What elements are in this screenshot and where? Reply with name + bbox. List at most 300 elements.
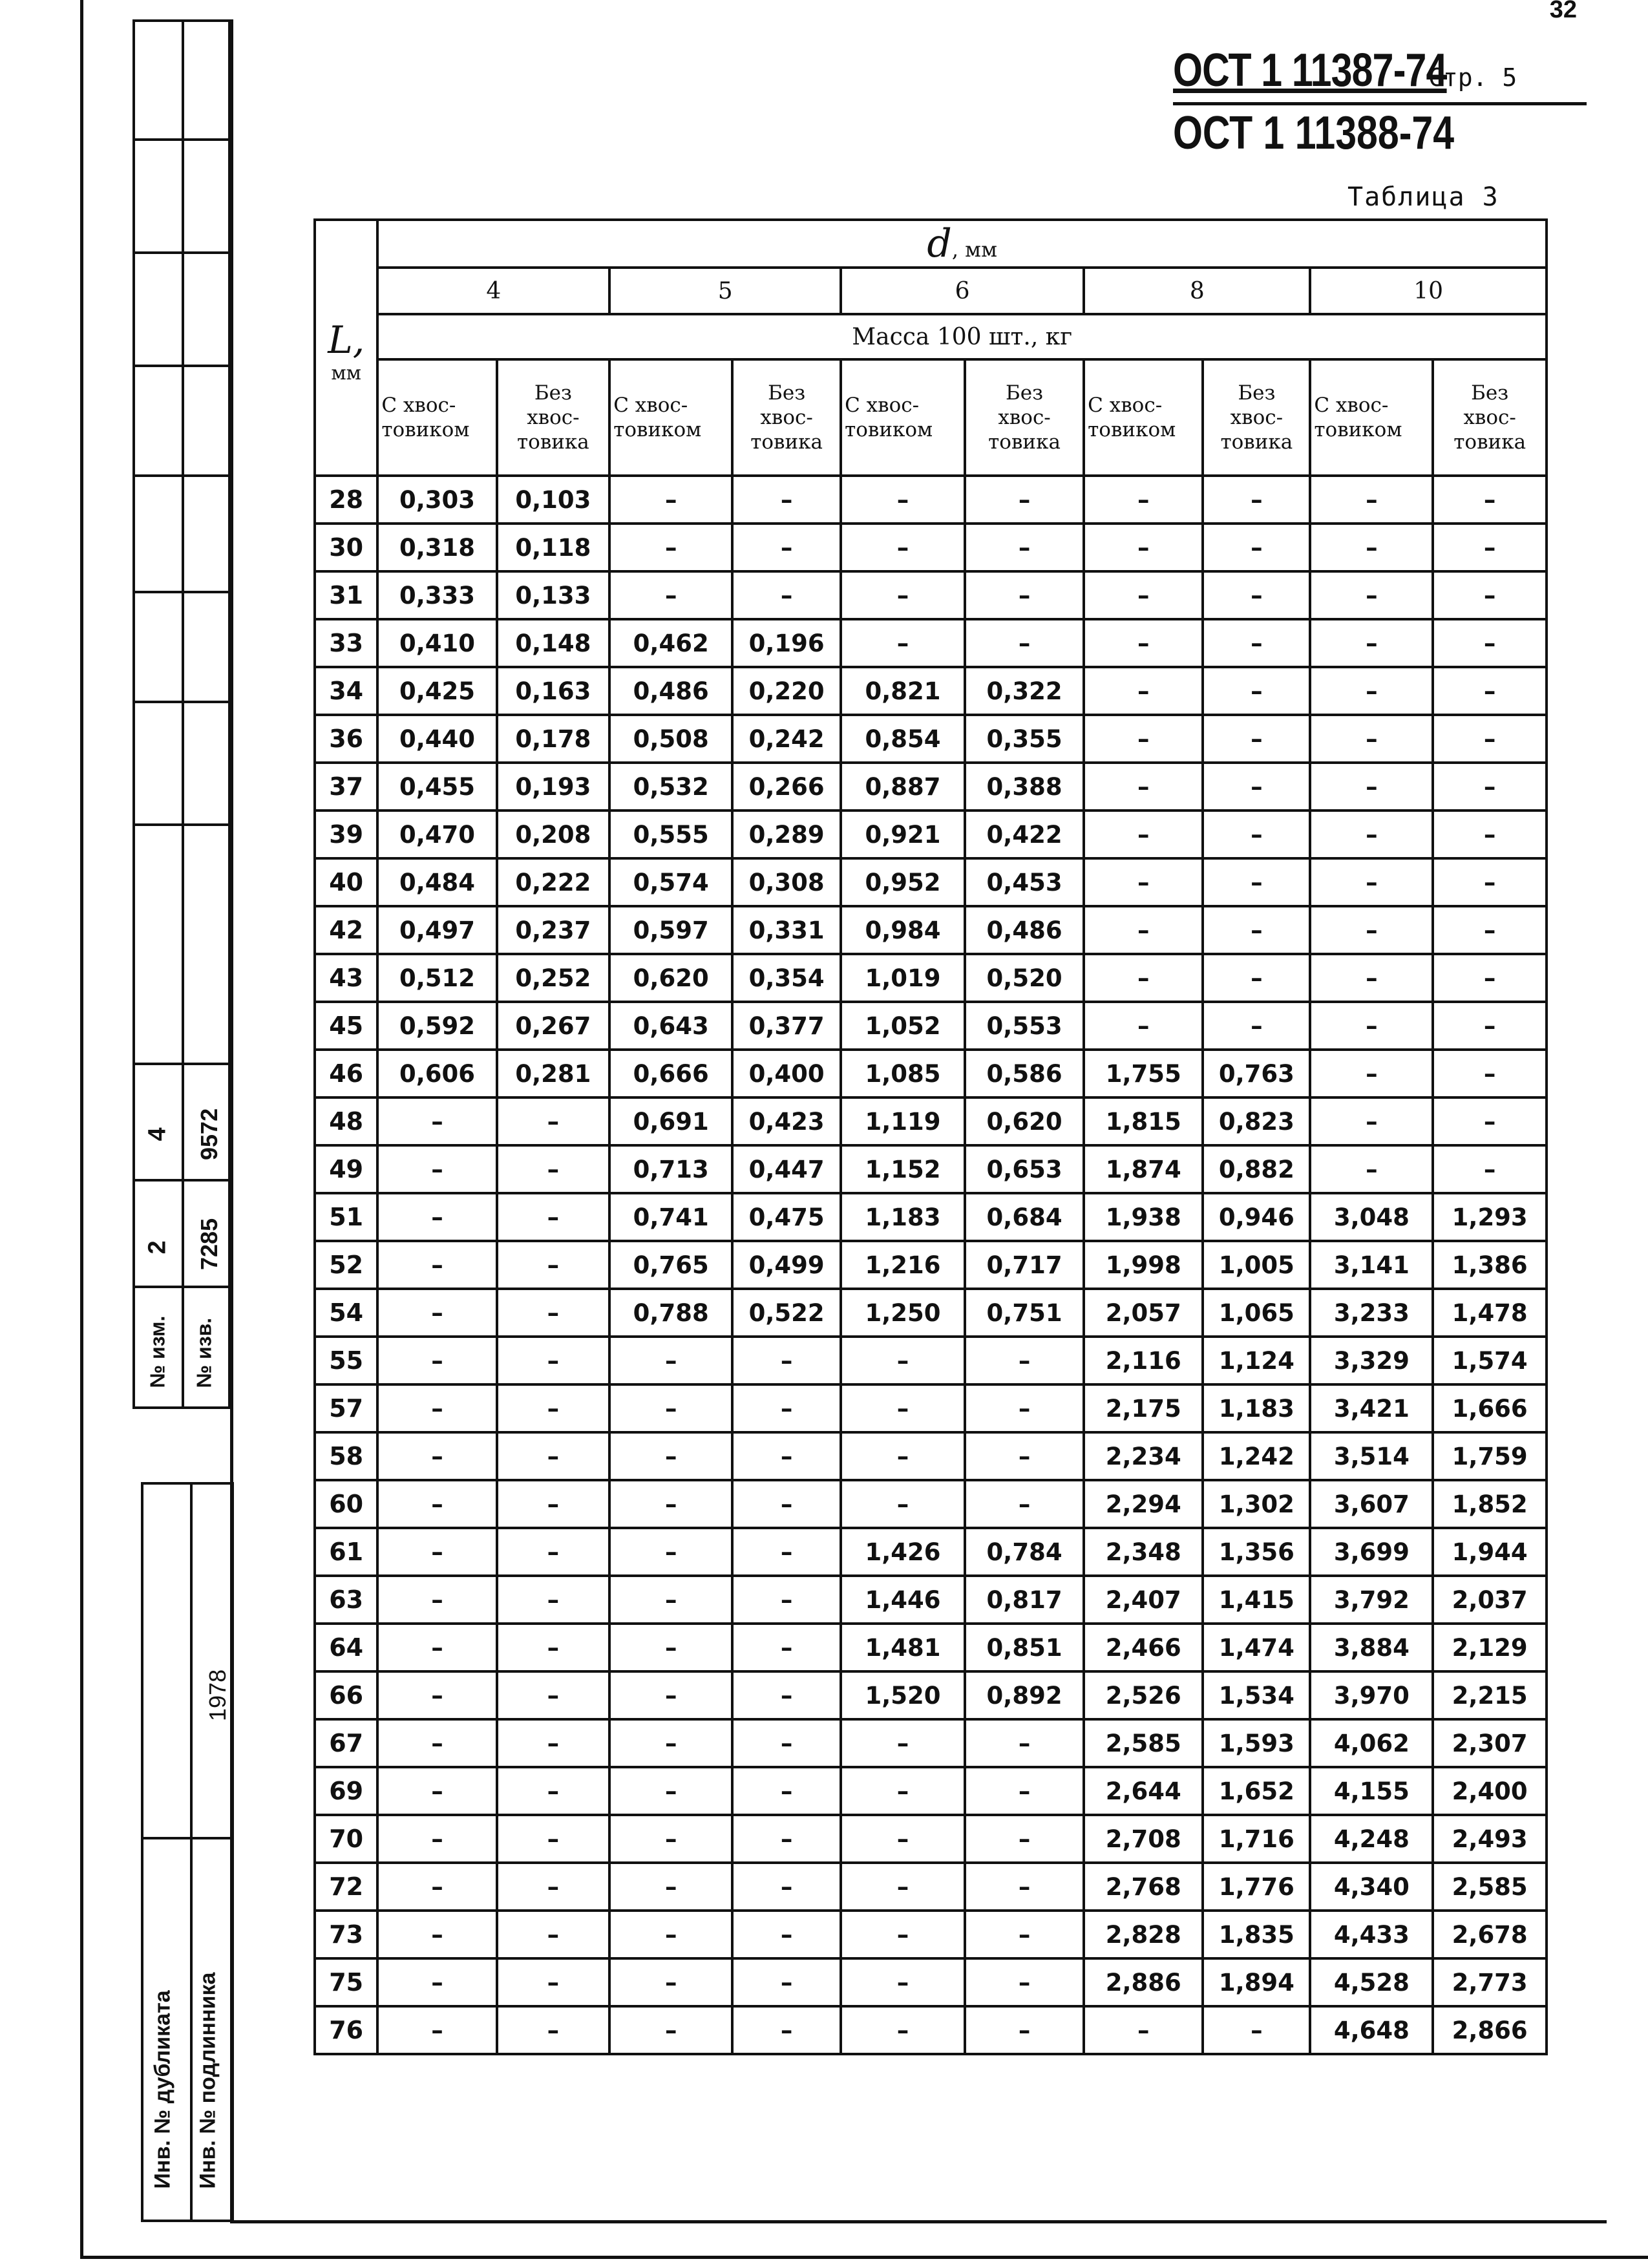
- mass-cell: –: [732, 2006, 841, 2054]
- mass-cell: 0,453: [965, 858, 1084, 906]
- mass-cell: –: [609, 571, 732, 619]
- mass-cell: –: [965, 1767, 1084, 1815]
- subheader-line: Без: [534, 381, 572, 405]
- mass-cell: 2,828: [1084, 1911, 1203, 1958]
- mass-cell: 0,643: [609, 1002, 732, 1050]
- length-cell: 70: [315, 1815, 377, 1863]
- duplicate-inventory-label: Инв. № дубликата: [150, 1990, 175, 2189]
- mass-cell: 2,129: [1433, 1624, 1547, 1671]
- mass-cell: –: [1203, 1002, 1310, 1050]
- l-unit: мм: [331, 362, 362, 385]
- mass-cell: –: [965, 1911, 1084, 1958]
- mass-cell: –: [1310, 858, 1433, 906]
- mass-cell: –: [497, 1432, 610, 1480]
- mass-cell: –: [1433, 571, 1547, 619]
- mass-cell: 0,713: [609, 1145, 732, 1193]
- length-cell: 55: [315, 1337, 377, 1384]
- mass-cell: 1,474: [1203, 1624, 1310, 1671]
- table-row: [315, 1767, 1547, 1815]
- mass-cell: –: [1310, 1097, 1433, 1145]
- mass-cell: –: [1084, 906, 1203, 954]
- mass-cell: –: [377, 1480, 496, 1528]
- mass-cell: –: [841, 571, 965, 619]
- mass-cell: –: [841, 1863, 965, 1911]
- mass-cell: –: [1310, 476, 1433, 524]
- mass-cell: –: [1310, 954, 1433, 1002]
- page-reference: Стр. 5: [1428, 63, 1517, 92]
- mass-cell: 1,666: [1433, 1384, 1547, 1432]
- mass-cell: 2,466: [1084, 1624, 1203, 1671]
- mass-cell: –: [609, 1624, 732, 1671]
- mass-cell: 1,005: [1203, 1241, 1310, 1289]
- mass-cell: –: [497, 2006, 610, 2054]
- mass-cell: –: [1084, 524, 1203, 571]
- mass-cell: 0,322: [965, 667, 1084, 715]
- mass-cell: 2,116: [1084, 1337, 1203, 1384]
- mass-cell: –: [965, 1958, 1084, 2006]
- d-header-cell: [377, 220, 1547, 268]
- mass-cell: –: [965, 476, 1084, 524]
- mass-cell: 0,586: [965, 1050, 1084, 1097]
- mass-cell: –: [732, 1480, 841, 1528]
- d-unit: , мм: [951, 237, 997, 262]
- mass-cell: 2,175: [1084, 1384, 1203, 1432]
- mass-cell: 1,386: [1433, 1241, 1547, 1289]
- table-row: [315, 1050, 1547, 1097]
- mass-cell: –: [497, 1337, 610, 1384]
- mass-cell: 2,307: [1433, 1719, 1547, 1767]
- mass-cell: 0,422: [965, 811, 1084, 858]
- header-divider: [1173, 102, 1587, 105]
- length-cell: 40: [315, 858, 377, 906]
- length-cell: 36: [315, 715, 377, 763]
- length-cell: 46: [315, 1050, 377, 1097]
- mass-cell: 0,354: [732, 954, 841, 1002]
- table-row: [315, 2006, 1547, 2054]
- length-cell: 76: [315, 2006, 377, 2054]
- mass-cell: 1,593: [1203, 1719, 1310, 1767]
- mass-cell: 0,555: [609, 811, 732, 858]
- mass-cell: –: [497, 1863, 610, 1911]
- subheader-without-shank: [1433, 359, 1547, 476]
- diameter-10: 10: [1310, 268, 1547, 314]
- mass-cell: –: [377, 1241, 496, 1289]
- mass-cell: –: [1433, 1097, 1547, 1145]
- length-cell: 64: [315, 1624, 377, 1671]
- mass-cell: 0,606: [377, 1050, 496, 1097]
- mass-cell: –: [1084, 858, 1203, 906]
- d-header: d: [927, 221, 952, 266]
- mass-cell: –: [1310, 571, 1433, 619]
- mass-cell: 0,854: [841, 715, 965, 763]
- mass-cell: 0,984: [841, 906, 965, 954]
- mass-cell: –: [497, 1193, 610, 1241]
- mass-cell: –: [965, 571, 1084, 619]
- diameter-row: [315, 268, 1547, 314]
- subheader-line: товика: [988, 430, 1061, 454]
- mass-cell: 0,237: [497, 906, 610, 954]
- table-row: [315, 1241, 1547, 1289]
- change-2: 4: [143, 1127, 171, 1141]
- mass-cell: –: [841, 1767, 965, 1815]
- mass-cell: 1,852: [1433, 1480, 1547, 1528]
- mass-cell: –: [1310, 524, 1433, 571]
- mass-cell: 0,532: [609, 763, 732, 811]
- mass-cell: 2,407: [1084, 1576, 1203, 1624]
- mass-cell: 4,340: [1310, 1863, 1433, 1911]
- mass-cell: 1,183: [841, 1193, 965, 1241]
- subheader-without-shank: [497, 359, 610, 476]
- l-header-cell: [315, 220, 377, 476]
- mass-cell: 0,193: [497, 763, 610, 811]
- mass-cell: 0,423: [732, 1097, 841, 1145]
- mass-cell: –: [377, 1719, 496, 1767]
- mass-cell: 0,118: [497, 524, 610, 571]
- mass-cell: 4,062: [1310, 1719, 1433, 1767]
- subheader-line: товиком: [1088, 418, 1176, 441]
- mass-header: Масса 100 шт., кг: [377, 314, 1547, 359]
- mass-cell: –: [497, 1576, 610, 1624]
- diameter-8: 8: [1084, 268, 1310, 314]
- mass-cell: 0,512: [377, 954, 496, 1002]
- mass-cell: 0,741: [609, 1193, 732, 1241]
- mass-cell: –: [497, 1767, 610, 1815]
- table-row: [315, 1097, 1547, 1145]
- mass-cell: –: [497, 1719, 610, 1767]
- subheader-line: Без: [768, 381, 806, 405]
- table-row: [315, 1671, 1547, 1719]
- mass-cell: –: [377, 1097, 496, 1145]
- mass-cell: 1,065: [1203, 1289, 1310, 1337]
- mass-cell: –: [732, 1384, 841, 1432]
- length-cell: 34: [315, 667, 377, 715]
- mass-cell: –: [1433, 1050, 1547, 1097]
- mass-cell: –: [1310, 1050, 1433, 1097]
- mass-cell: 0,289: [732, 811, 841, 858]
- mass-cell: –: [609, 1528, 732, 1576]
- mass-cell: –: [965, 1719, 1084, 1767]
- mass-cell: 0,425: [377, 667, 496, 715]
- table-row: [315, 1002, 1547, 1050]
- mass-table: [313, 218, 1548, 2055]
- mass-cell: –: [732, 476, 841, 524]
- mass-cell: –: [732, 524, 841, 571]
- mass-cell: 1,835: [1203, 1911, 1310, 1958]
- subheader-without-shank: [1203, 359, 1310, 476]
- mass-cell: –: [609, 1863, 732, 1911]
- length-cell: 60: [315, 1480, 377, 1528]
- length-cell: 31: [315, 571, 377, 619]
- mass-cell: –: [1203, 906, 1310, 954]
- mass-cell: 0,440: [377, 715, 496, 763]
- mass-cell: –: [497, 1624, 610, 1671]
- mass-cell: 1,776: [1203, 1863, 1310, 1911]
- subheader-without-shank: [732, 359, 841, 476]
- table-row: [315, 1958, 1547, 2006]
- table-row: [315, 954, 1547, 1002]
- mass-cell: 0,497: [377, 906, 496, 954]
- mass-cell: 3,970: [1310, 1671, 1433, 1719]
- mass-cell: 2,037: [1433, 1576, 1547, 1624]
- table-row: [315, 858, 1547, 906]
- mass-cell: 1,759: [1433, 1432, 1547, 1480]
- mass-cell: –: [965, 1480, 1084, 1528]
- length-cell: 73: [315, 1911, 377, 1958]
- mass-cell: –: [609, 2006, 732, 2054]
- subheader-line: товика: [1220, 430, 1293, 454]
- mass-cell: 2,866: [1433, 2006, 1547, 2054]
- mass-cell: –: [1433, 906, 1547, 954]
- mass-cell: 0,308: [732, 858, 841, 906]
- mass-cell: –: [1310, 1145, 1433, 1193]
- mass-cell: –: [1433, 1145, 1547, 1193]
- mass-cell: –: [1084, 715, 1203, 763]
- length-cell: 61: [315, 1528, 377, 1576]
- table-row: [315, 1480, 1547, 1528]
- length-cell: 63: [315, 1576, 377, 1624]
- mass-cell: –: [1433, 811, 1547, 858]
- mass-cell: –: [609, 1767, 732, 1815]
- subheader-with-shank: [841, 359, 965, 476]
- table-row: [315, 1624, 1547, 1671]
- mass-cell: 2,678: [1433, 1911, 1547, 1958]
- mass-cell: 4,155: [1310, 1767, 1433, 1815]
- table-row: [315, 906, 1547, 954]
- mass-cell: 1,293: [1433, 1193, 1547, 1241]
- mass-cell: –: [965, 1432, 1084, 1480]
- mass-cell: 0,666: [609, 1050, 732, 1097]
- diameter-6: 6: [841, 268, 1084, 314]
- table-row: [315, 763, 1547, 811]
- mass-cell: 1,716: [1203, 1815, 1310, 1863]
- mass-cell: –: [1084, 667, 1203, 715]
- mass-cell: 0,620: [965, 1097, 1084, 1145]
- mass-cell: 2,294: [1084, 1480, 1203, 1528]
- mass-cell: –: [377, 1911, 496, 1958]
- mass-cell: –: [497, 1671, 610, 1719]
- mass-cell: 0,303: [377, 476, 496, 524]
- mass-cell: 4,528: [1310, 1958, 1433, 2006]
- mass-cell: –: [841, 524, 965, 571]
- mass-cell: 0,486: [609, 667, 732, 715]
- mass-cell: 0,267: [497, 1002, 610, 1050]
- mass-cell: 1,183: [1203, 1384, 1310, 1432]
- mass-cell: 0,455: [377, 763, 496, 811]
- mass-cell: –: [965, 1384, 1084, 1432]
- mass-cell: 1,894: [1203, 1958, 1310, 2006]
- mass-cell: 0,103: [497, 476, 610, 524]
- mass-cell: 2,234: [1084, 1432, 1203, 1480]
- mass-cell: –: [377, 1289, 496, 1337]
- subheader-line: товика: [1453, 430, 1527, 454]
- mass-cell: 0,597: [609, 906, 732, 954]
- mass-cell: 0,486: [965, 906, 1084, 954]
- mass-cell: –: [1084, 954, 1203, 1002]
- subheader-with-shank: [1084, 359, 1203, 476]
- mass-cell: –: [609, 1911, 732, 1958]
- mass-cell: –: [377, 1432, 496, 1480]
- mass-cell: 1,815: [1084, 1097, 1203, 1145]
- subheader-line: товика: [517, 430, 589, 454]
- mass-cell: 3,233: [1310, 1289, 1433, 1337]
- mass-cell: –: [1310, 811, 1433, 858]
- mass-cell: 0,208: [497, 811, 610, 858]
- mass-cell: –: [1310, 715, 1433, 763]
- table-row: [315, 1193, 1547, 1241]
- subheader-without-shank: [965, 359, 1084, 476]
- mass-cell: –: [377, 1145, 496, 1193]
- mass-cell: 0,331: [732, 906, 841, 954]
- mass-cell: –: [965, 1337, 1084, 1384]
- mass-cell: 1,124: [1203, 1337, 1310, 1384]
- mass-cell: –: [732, 1815, 841, 1863]
- mass-cell: –: [377, 1958, 496, 2006]
- mass-cell: 0,817: [965, 1576, 1084, 1624]
- mass-cell: 0,522: [732, 1289, 841, 1337]
- mass-cell: –: [377, 1767, 496, 1815]
- mass-cell: –: [732, 1528, 841, 1576]
- mass-cell: 0,484: [377, 858, 496, 906]
- mass-cell: –: [841, 1384, 965, 1432]
- subheader-line: товиком: [381, 418, 470, 441]
- mass-cell: 0,410: [377, 619, 496, 667]
- mass-cell: –: [1433, 954, 1547, 1002]
- mass-cell: –: [497, 1815, 610, 1863]
- mass-cell: 0,266: [732, 763, 841, 811]
- table-row: [315, 1145, 1547, 1193]
- mass-cell: 0,281: [497, 1050, 610, 1097]
- mass-cell: 1,019: [841, 954, 965, 1002]
- length-cell: 48: [315, 1097, 377, 1145]
- mass-cell: 0,462: [609, 619, 732, 667]
- mass-cell: –: [1203, 858, 1310, 906]
- mass-cell: 0,333: [377, 571, 496, 619]
- mass-cell: 0,470: [377, 811, 496, 858]
- length-cell: 54: [315, 1289, 377, 1337]
- mass-cell: –: [1203, 2006, 1310, 2054]
- mass-cell: –: [497, 1384, 610, 1432]
- mass-cell: 0,653: [965, 1145, 1084, 1193]
- mass-cell: 0,574: [609, 858, 732, 906]
- length-cell: 52: [315, 1241, 377, 1289]
- table-body: [315, 476, 1547, 2054]
- table-row: [315, 811, 1547, 858]
- table-row: [315, 524, 1547, 571]
- mass-cell: –: [497, 1911, 610, 1958]
- mass-cell: –: [965, 2006, 1084, 2054]
- mass-cell: 2,215: [1433, 1671, 1547, 1719]
- mass-cell: 1,534: [1203, 1671, 1310, 1719]
- mass-cell: 0,765: [609, 1241, 732, 1289]
- mass-cell: 3,329: [1310, 1337, 1433, 1384]
- mass-cell: –: [1310, 906, 1433, 954]
- mass-cell: –: [841, 476, 965, 524]
- mass-cell: –: [732, 1337, 841, 1384]
- mass-cell: –: [841, 1911, 965, 1958]
- mass-cell: 0,499: [732, 1241, 841, 1289]
- mass-cell: –: [377, 1384, 496, 1432]
- length-cell: 28: [315, 476, 377, 524]
- mass-cell: 2,585: [1084, 1719, 1203, 1767]
- mass-cell: –: [1203, 571, 1310, 619]
- subheader-with-shank: [377, 359, 496, 476]
- mass-cell: –: [1084, 571, 1203, 619]
- mass-cell: 1,052: [841, 1002, 965, 1050]
- mass-cell: 0,684: [965, 1193, 1084, 1241]
- mass-cell: 0,252: [497, 954, 610, 1002]
- mass-cell: 2,644: [1084, 1767, 1203, 1815]
- mass-cell: 1,478: [1433, 1289, 1547, 1337]
- mass-cell: 1,426: [841, 1528, 965, 1576]
- mass-cell: –: [1433, 476, 1547, 524]
- mass-cell: –: [1310, 667, 1433, 715]
- mass-cell: 1,755: [1084, 1050, 1203, 1097]
- mass-cell: –: [1433, 1002, 1547, 1050]
- mass-cell: –: [1433, 763, 1547, 811]
- mass-cell: –: [841, 1432, 965, 1480]
- mass-cell: –: [1084, 476, 1203, 524]
- mass-cell: 4,433: [1310, 1911, 1433, 1958]
- mass-cell: –: [841, 1958, 965, 2006]
- mass-cell: 1,242: [1203, 1432, 1310, 1480]
- mass-cell: 1,415: [1203, 1576, 1310, 1624]
- mass-cell: –: [377, 1337, 496, 1384]
- mass-cell: 1,302: [1203, 1480, 1310, 1528]
- length-cell: 30: [315, 524, 377, 571]
- mass-cell: 0,133: [497, 571, 610, 619]
- mass-cell: –: [965, 619, 1084, 667]
- mass-cell: –: [609, 1480, 732, 1528]
- mass-cell: –: [965, 1863, 1084, 1911]
- diameter-5: 5: [609, 268, 841, 314]
- mass-cell: –: [377, 1193, 496, 1241]
- mass-cell: 1,216: [841, 1241, 965, 1289]
- mass-cell: 0,763: [1203, 1050, 1310, 1097]
- length-cell: 37: [315, 763, 377, 811]
- mass-cell: 0,851: [965, 1624, 1084, 1671]
- length-cell: 57: [315, 1384, 377, 1432]
- table-row: [315, 476, 1547, 524]
- table-row: [315, 715, 1547, 763]
- mass-cell: 0,220: [732, 667, 841, 715]
- mass-cell: 0,318: [377, 524, 496, 571]
- length-cell: 72: [315, 1863, 377, 1911]
- change-no-label: № изм.: [145, 1315, 169, 1388]
- mass-cell: 2,057: [1084, 1289, 1203, 1337]
- mass-cell: 2,526: [1084, 1671, 1203, 1719]
- subheader-line: Без: [1471, 381, 1509, 405]
- mass-cell: 0,520: [965, 954, 1084, 1002]
- mass-cell: 4,248: [1310, 1815, 1433, 1863]
- mass-cell: 1,938: [1084, 1193, 1203, 1241]
- mass-cell: –: [1203, 811, 1310, 858]
- table-row: [315, 571, 1547, 619]
- table-row: [315, 619, 1547, 667]
- mass-cell: 0,400: [732, 1050, 841, 1097]
- mass-cell: –: [1203, 667, 1310, 715]
- mass-cell: 1,652: [1203, 1767, 1310, 1815]
- mass-cell: 0,222: [497, 858, 610, 906]
- mass-cell: 1,152: [841, 1145, 965, 1193]
- mass-cell: –: [732, 1576, 841, 1624]
- mass-cell: –: [732, 1671, 841, 1719]
- mass-cell: 1,446: [841, 1576, 965, 1624]
- mass-cell: –: [841, 1337, 965, 1384]
- mass-cell: –: [732, 1911, 841, 1958]
- subheader-line: Без: [1006, 381, 1044, 405]
- table-row: [315, 1863, 1547, 1911]
- mass-cell: 0,163: [497, 667, 610, 715]
